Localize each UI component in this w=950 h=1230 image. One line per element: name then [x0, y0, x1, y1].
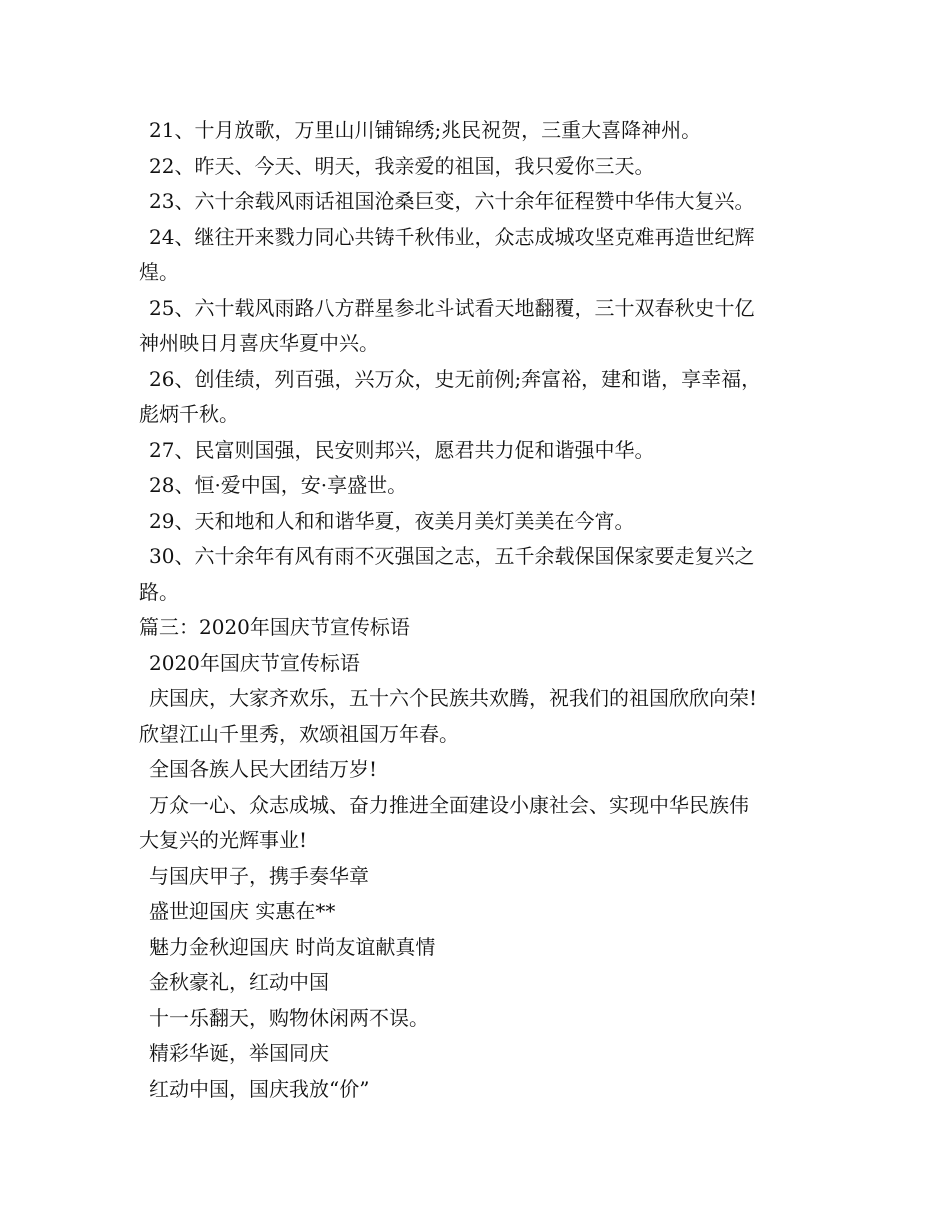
text-line: 27、民富则国强，民安则邦兴，愿君共力促和谐强中华。: [149, 437, 655, 462]
text-line: 煌。: [139, 260, 179, 284]
text-line: 26、创佳绩，列百强，兴万众，史无前例;奔富裕，建和谐，享幸福，: [149, 366, 762, 391]
text-line: 29、天和地和人和和谐华夏，夜美月美灯美美在今宵。: [149, 508, 635, 533]
text-line: 28、恒·爱中国，安·享盛世。: [149, 473, 408, 497]
text-line: 25、六十载风雨路八方群星参北斗试看天地翻覆，三十双春秋史十亿: [149, 295, 755, 320]
section-heading: 篇三：2020年国庆节宣传标语: [139, 615, 410, 639]
text-line: 红动中国，国庆我放“价”: [149, 1076, 370, 1101]
text-line: 大复兴的光辉事业!: [139, 828, 308, 852]
text-line: 与国庆甲子，携手奏华章: [149, 863, 369, 888]
text-line: 24、继往开来戮力同心共铸千秋伟业，众志成城攻坚克难再造世纪辉: [149, 224, 755, 249]
text-line: 22、昨天、今天、明天，我亲爱的祖国，我只爱你三天。: [149, 153, 655, 178]
text-line: 万众一心、众志成城、奋力推进全面建设小康社会、实现中华民族伟: [149, 792, 749, 817]
text-line: 魅力金秋迎国庆 时尚友谊献真情: [149, 934, 436, 959]
text-line: 精彩华诞，举国同庆: [149, 1041, 329, 1065]
text-line: 欣望江山千里秀，欢颂祖国万年春。: [139, 721, 459, 746]
section-title: 2020年国庆节宣传标语: [149, 650, 360, 675]
text-line: 金秋豪礼，红动中国: [149, 970, 329, 994]
text-line: 彪炳千秋。: [139, 402, 239, 426]
text-line: 盛世迎国庆 实惠在**: [149, 899, 336, 923]
text-line: 30、六十余年有风有雨不灭强国之志，五千余载保国保家要走复兴之: [149, 544, 755, 568]
document-body: [139, 113, 819, 1107]
text-line: 神州映日月喜庆华夏中兴。: [139, 331, 379, 355]
text-line: 庆国庆，大家齐欢乐，五十六个民族共欢腾，祝我们的祖国欣欣向荣!: [149, 686, 758, 710]
text-line: 23、六十余载风雨话祖国沧桑巨变，六十余年征程赞中华伟大复兴。: [149, 189, 755, 213]
text-line: 十一乐翻天，购物休闲两不误。: [149, 1005, 429, 1030]
text-line: 21、十月放歌，万里山川铺锦绣;兆民祝贺，三重大喜降神州。: [149, 118, 702, 142]
text-line: 全国各族人民大团结万岁!: [149, 757, 378, 781]
text-line: 路。: [139, 579, 179, 604]
